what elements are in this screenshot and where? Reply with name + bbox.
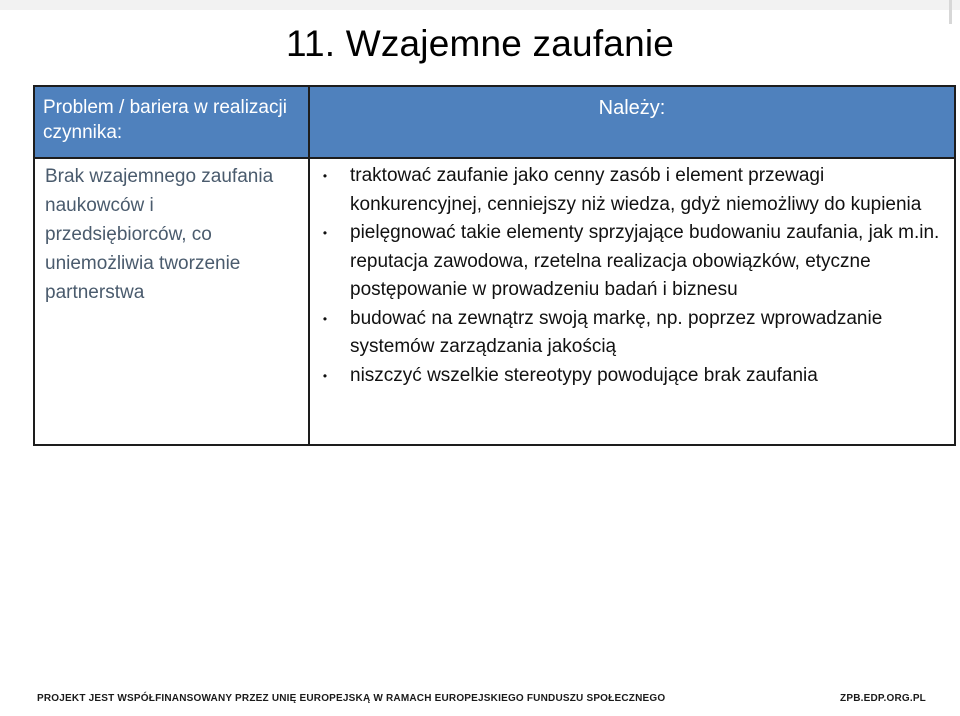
footer-bar bbox=[0, 688, 960, 716]
top-decorative-strip bbox=[0, 0, 960, 10]
recommendation-item bbox=[322, 219, 942, 305]
recommendation-text: budować na zewnątrz swoją markę, np. poprzez wprowadzanie systemów zarządzania jakością bbox=[350, 307, 883, 357]
recommendation-item bbox=[322, 305, 942, 362]
recommendation-text: niszczyć wszelkie stereotypy powodujące brak zaufania bbox=[350, 364, 818, 386]
bullet-icon: • bbox=[322, 368, 328, 383]
recommendation-item bbox=[322, 362, 942, 391]
bullet-icon: • bbox=[322, 311, 328, 326]
content-table bbox=[33, 85, 956, 446]
right-column-header: Należy: bbox=[310, 87, 954, 159]
recommendations-cell bbox=[310, 159, 954, 444]
recommendation-text: pielęgnować takie elementy sprzyjające budowaniu zaufania, jak m.in. reputacja zawodowa, rzetelna realizacja obowiązków, etyczne postępowanie w prowadzeniu badań i biznesu bbox=[350, 222, 940, 300]
website-label: ZPB.EDP.ORG.PL bbox=[840, 693, 926, 704]
left-column-header: Problem / bariera w realizacji czynnika: bbox=[35, 87, 310, 159]
recommendation-text: traktować zaufanie jako cenny zasób i element przewagi konkurencyjnej, cenniejszy niż wiedza, gdyż niemożliwy do kupienia bbox=[350, 165, 922, 215]
recommendation-item bbox=[322, 162, 942, 219]
bullet-icon: • bbox=[322, 169, 328, 183]
funding-note: PROJEKT JEST WSPÓŁFINANSOWANY PRZEZ UNIĘ EUROPEJSKĄ W RAMACH EUROPEJSKIEGO FUNDUSZU SPOŁECZNEGO bbox=[37, 693, 666, 704]
slide-title: 11. Wzajemne zaufanie bbox=[285, 23, 675, 64]
problem-description: Brak wzajemnego zaufania naukowców i przedsiębiorców, co uniemożliwia tworzenie partnerstwa bbox=[35, 159, 310, 444]
bullet-icon: • bbox=[322, 226, 328, 240]
